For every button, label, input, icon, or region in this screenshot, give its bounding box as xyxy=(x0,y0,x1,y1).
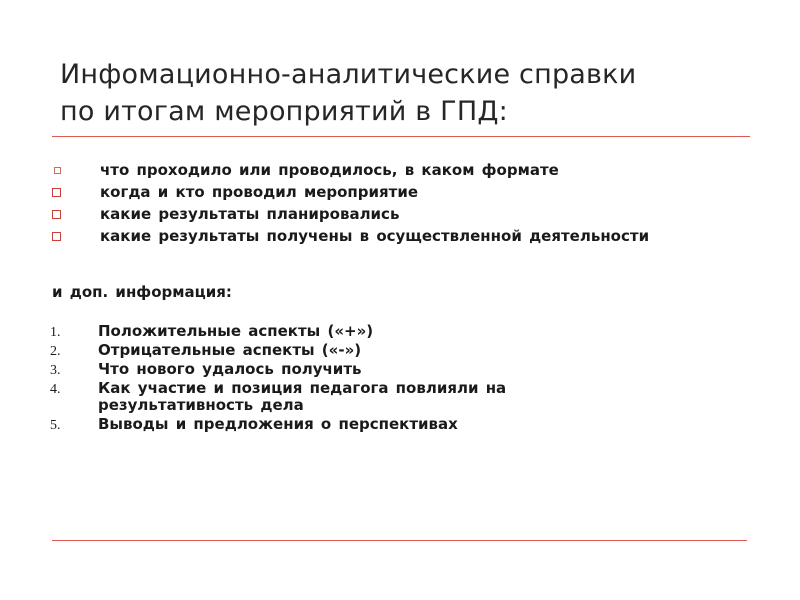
item-text: Как участие и позиция педагога повлияли на результативность дела xyxy=(98,379,507,414)
hollow-square-icon xyxy=(52,188,61,197)
footer-divider xyxy=(52,540,747,541)
item-number: 4. xyxy=(50,382,61,397)
bullet-item xyxy=(50,162,690,179)
item-text: Положительные аспекты («+») xyxy=(98,322,374,340)
bullet-text: какие результаты планировались xyxy=(100,205,400,223)
slide-title xyxy=(60,56,760,130)
item-number: 5. xyxy=(50,418,61,433)
slide-title-line-1: Инфомационно-аналитические справки xyxy=(60,59,637,90)
hollow-square-icon xyxy=(54,167,61,174)
item-text: Что нового удалось получить xyxy=(98,360,362,378)
bullet-text: когда и кто проводил мероприятие xyxy=(100,183,419,201)
hollow-square-icon xyxy=(52,232,61,241)
bullet-text: что проходило или проводилось, в каком формате xyxy=(100,161,559,179)
numbered-list xyxy=(50,323,650,435)
numbered-item xyxy=(50,380,650,414)
bullet-list xyxy=(50,162,690,250)
item-text: Выводы и предложения о перспективах xyxy=(98,415,458,433)
numbered-item xyxy=(50,416,650,433)
bullet-item xyxy=(50,228,690,245)
slide-title-line-2: по итогам мероприятий в ГПД: xyxy=(60,96,508,127)
numbered-item xyxy=(50,342,650,359)
item-number: 1. xyxy=(50,325,61,340)
numbered-item xyxy=(50,361,650,378)
item-number: 2. xyxy=(50,344,61,359)
title-divider xyxy=(52,136,750,137)
item-text: Отрицательные аспекты («-») xyxy=(98,341,362,359)
item-number: 3. xyxy=(50,363,61,378)
bullet-text: какие результаты получены в осуществленной деятельности xyxy=(100,227,650,245)
hollow-square-icon xyxy=(52,210,61,219)
subheading: и доп. информация: xyxy=(52,283,232,301)
bullet-item xyxy=(50,206,690,223)
bullet-item xyxy=(50,184,690,201)
numbered-item xyxy=(50,323,650,340)
